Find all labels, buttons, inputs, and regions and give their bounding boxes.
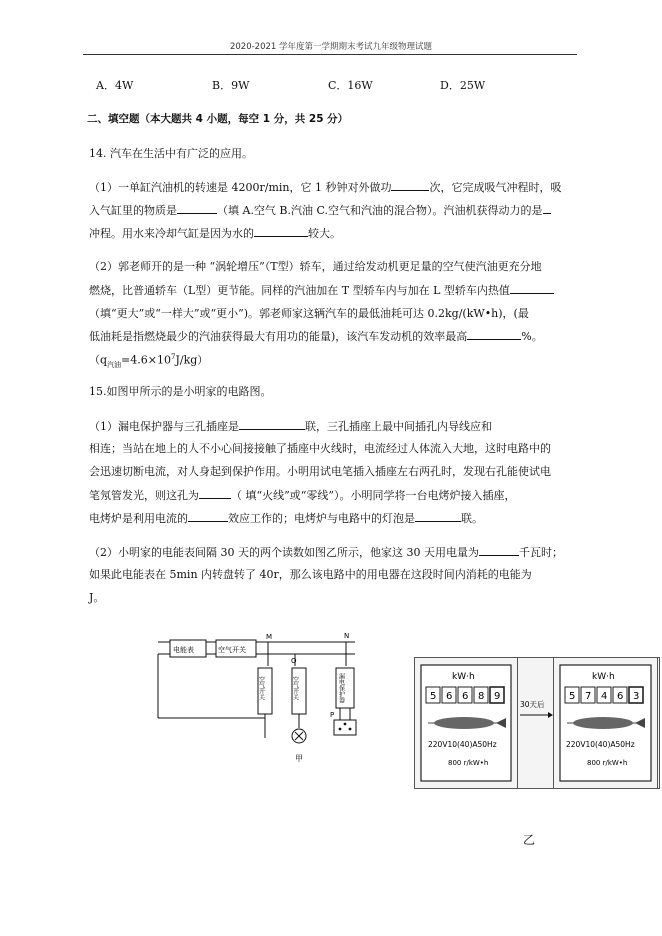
q15-p1-line1: （1）漏电保护器与三孔插座是 联，三孔插座上最中间插孔内导线应和	[89, 420, 492, 433]
q14-p1-line1: （1）一单缸汽油机的转速是 4200r/min，它 1 秒钟对外做功 次，它完成吸气冲程时，吸	[89, 181, 562, 194]
arrow-label: 30天后	[520, 700, 545, 709]
branch3-label: 漏电保护器	[337, 673, 345, 703]
branch1-label: 空气开关	[257, 676, 265, 700]
circuit-diagram	[150, 628, 370, 768]
q14-p2-line1: （2）郭老师开的是一种 “涡轮增压”（T型）轿车，通过给发动机更足量的空气使汽油更充分地	[89, 260, 542, 273]
answer-blank	[391, 180, 429, 191]
meter-after-rev: 800 r/kW•h	[587, 759, 628, 767]
meter-before-rating: 220V10(40)A50Hz	[428, 740, 497, 749]
q14-p2-line3: （填“更大”或“一样大”或“更小”)。郭老师家这辆汽车的最低油耗可达 0.2kg/(kW•h)，(最	[89, 307, 529, 320]
label-o: O	[291, 657, 297, 665]
q15-p1-line3: 会迅速切断电流，对人身起到保护作用。小明用试电笔插入插座左右两孔时，发现右孔能使试电	[89, 465, 551, 478]
energy-meters	[414, 657, 662, 789]
arrow-icon	[548, 712, 553, 718]
q15-p1-line5: 电烤炉是利用电流的 效应工作的；电烤炉与电路中的灯泡是 联。	[89, 512, 483, 525]
meter-before-digit: 6	[462, 691, 469, 702]
q14-p2-line2: 燃烧，比普通轿车（L型）更节能。同样的汽油加在 T 型轿车内与加在 L 型轿车内热值	[89, 283, 554, 297]
q14-p1-line3: 冲程。用水来冷却气缸是因为水的 较大。	[89, 227, 341, 240]
meter-before-rev: 800 r/kW•h	[448, 759, 489, 767]
figure-caption-yi: 乙	[523, 833, 536, 847]
answer-blank	[188, 511, 228, 522]
q14-stem: 14. 汽车在生活中有广泛的应用。	[89, 147, 253, 160]
meter-after-digit: 4	[601, 691, 608, 702]
header-divider	[83, 54, 577, 55]
q15-p2-line3: J。	[89, 591, 105, 604]
main-switch-label: 空气开关	[218, 646, 246, 654]
meter-before-digit: 5	[430, 691, 437, 702]
figure-caption-jia: 甲	[295, 754, 303, 763]
meter-after-rating: 220V10(40)A50Hz	[566, 740, 635, 749]
answer-blank	[467, 329, 521, 340]
meter-after-digit: 7	[585, 691, 592, 702]
q14-p2-line4: 低油耗是指燃烧最少的汽油获得最大有用功的能量)，该汽车发动机的效率最高 %。	[89, 330, 543, 343]
q15-stem: 15.如图甲所示的是小明家的电路图。	[89, 385, 272, 398]
answer-blank	[239, 419, 305, 430]
meter-before-digit: 6	[446, 691, 453, 702]
meter-after-unit: kW·h	[592, 672, 615, 682]
answer-blank	[254, 226, 308, 237]
answer-blank	[199, 488, 231, 499]
meter-after-digit: 5	[569, 691, 576, 702]
option-a: A．4W	[96, 79, 134, 92]
meter-after-digits	[565, 687, 643, 703]
section-title: 二、填空题（本大题共 4 小题，每空 1 分，共 25 分）	[87, 113, 349, 125]
branch2-label: 空气开关	[291, 676, 299, 700]
label-n: N	[344, 632, 350, 640]
meter-after-disc	[573, 717, 633, 729]
option-d: D．25W	[440, 79, 486, 92]
label-m: M	[266, 633, 273, 641]
meter-after-digit: 3	[633, 691, 640, 702]
answer-blank	[543, 203, 551, 214]
answer-blank	[415, 511, 461, 522]
meter-label: 电能表	[173, 646, 194, 654]
meter-before-digit: 9	[494, 691, 501, 702]
page-header: 2020-2021 学年度第一学期期末考试九年级物理试题	[229, 42, 433, 52]
meter-before-digit: 8	[478, 691, 485, 702]
answer-blank	[479, 545, 519, 556]
meter-after-digit: 6	[617, 691, 624, 702]
q15-p2-line1: （2）小明家的电能表间隔 30 天的两个读数如图乙所示，他家这 30 天用电量为 千瓦时；	[89, 546, 563, 559]
q14-p1-line2: 入气缸里的物质是 （填 A.空气 B.汽油 C.空气和汽油的混合物）。汽油机获得动力的是	[89, 203, 551, 217]
q15-p1-line4: 笔氖管发光，则这孔为 （ 填“火线”或“零线”）。小明同学将一台电烤炉接入插座，	[89, 489, 516, 502]
label-p: P	[330, 711, 335, 719]
option-b: B．9W	[212, 79, 250, 92]
meter-before-unit: kW·h	[452, 672, 475, 682]
meter-before-digits	[426, 687, 504, 703]
answer-blank	[177, 203, 217, 214]
option-c: C．16W	[328, 79, 373, 92]
socket-icon	[334, 720, 356, 735]
q15-p2-line2: 如果此电能表在 5min 内转盘转了 40r，那么该电路中的用电器在这段时间内消耗的电能为	[89, 568, 532, 581]
q14-p2-line5: $(q_{汽油}=4.6\times 10^7J/kg)$	[89, 353, 209, 369]
q15-p1-line2: 相连；当站在地上的人不小心间接接触了插座中火线时，电流经过人体流入大地，这时电路中的	[89, 442, 551, 455]
answer-blank	[510, 283, 554, 294]
meter-before-disc	[434, 717, 494, 729]
